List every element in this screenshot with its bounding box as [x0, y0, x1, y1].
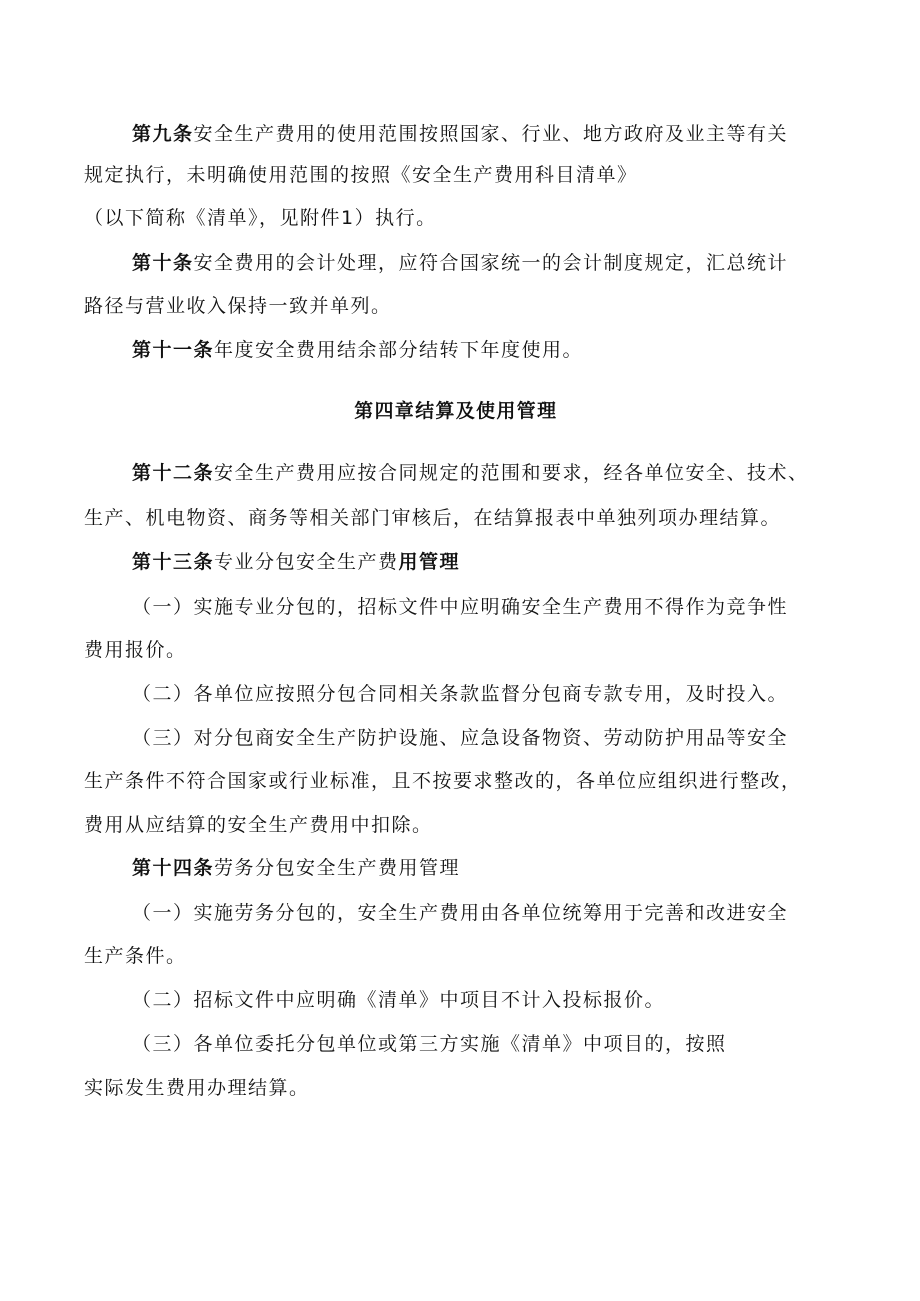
- article-14-item-1-line-2: 生产条件。: [84, 945, 187, 967]
- article-13-item-1-line-2: 费用报价。: [84, 639, 187, 661]
- article-11-text: 年度安全费用结余部分结转下年度使用。: [214, 339, 584, 361]
- article-10-line-1: [132, 250, 788, 276]
- article-11-title: 第十一条: [132, 339, 215, 361]
- article-13-item-3-line-2: 生产条件不符合国家或行业标准，且不按要求整改的，各单位应组织进行整改，: [84, 770, 802, 792]
- article-13-line-1: [132, 549, 460, 575]
- article-12-line-1: [132, 460, 809, 486]
- article-13-subtitle: 专业分包安全生产费: [214, 551, 399, 573]
- article-14-item-1-line-1: （一）实施劳务分包的，安全生产费用由各单位统筹用于完善和改进安全: [132, 902, 789, 924]
- chapter-4-heading: 第四章结算及使用管理: [354, 400, 558, 422]
- article-14-line-1: [132, 855, 460, 881]
- article-14-title: 第十四条: [132, 857, 215, 879]
- article-9-line-2: 规定执行，未明确使用范围的按照《安全生产费用科目清单》: [84, 164, 638, 186]
- article-13-item-2-line-1: （二）各单位应按照分包合同相关条款监督分包商专款专用，及时投入。: [132, 683, 789, 705]
- article-10-line-2: 路径与营业收入保持一致并单列。: [84, 295, 392, 317]
- article-12-text: 安全生产费用应按合同规定的范围和要求，经各单位安全、技术、: [214, 462, 809, 484]
- article-12-line-2: 生产、机电物资、商务等相关部门审核后，在结算报表中单独列项办理结算。: [84, 507, 782, 529]
- article-14-item-3-line-2: 实际发生费用办理结算。: [84, 1077, 310, 1099]
- article-14-subtitle: 劳务分包安全生产费用管理: [214, 857, 461, 879]
- article-12-title: 第十二条: [132, 462, 215, 484]
- article-13-item-3-line-3: 费用从应结算的安全生产费用中扣除。: [84, 814, 433, 836]
- article-13-title: 第十三条: [132, 551, 215, 573]
- article-14-item-2-line-1: （二）招标文件中应明确《清单》中项目不计入投标报价。: [132, 989, 666, 1011]
- article-11-line-1: [132, 337, 583, 363]
- article-9-line-1: [132, 121, 788, 147]
- article-9-title: 第九条: [132, 123, 194, 145]
- article-13-subtitle-bold: 用管理: [398, 551, 461, 573]
- article-10-title: 第十条: [132, 252, 194, 274]
- article-10-text: 安全费用的会计处理，应符合国家统一的会计制度规定，汇总统计: [193, 252, 789, 274]
- article-9-line-3: （以下简称《清单》，见附件1）执行。: [84, 207, 437, 229]
- article-13-item-3-line-1: （三）对分包商安全生产防护设施、应急设备物资、劳动防护用品等安全: [132, 727, 789, 749]
- article-14-item-3-line-1: （三）各单位委托分包单位或第三方实施《清单》中项目的，按照: [132, 1033, 727, 1055]
- article-13-item-1-line-1: （一）实施专业分包的，招标文件中应明确安全生产费用不得作为竞争性: [132, 596, 789, 618]
- article-9-text: 安全生产费用的使用范围按照国家、行业、地方政府及业主等有关: [193, 123, 789, 145]
